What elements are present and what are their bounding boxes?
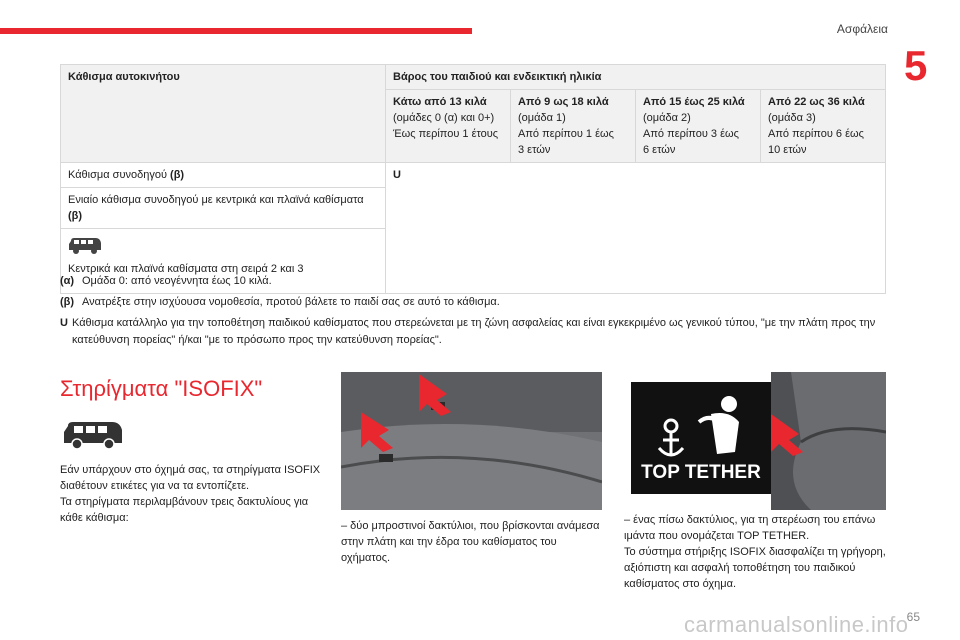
page-number: 65	[906, 610, 920, 624]
chapter-number: 5	[904, 42, 928, 89]
label-text: TOP TETHER	[641, 462, 761, 483]
van-icon-large	[62, 420, 124, 452]
note-a: (α) Ομάδα 0: από νεογέννητα έως 10 κιλά.	[60, 275, 272, 287]
header-red-bar	[0, 28, 472, 34]
seat-value: U	[386, 163, 886, 294]
isofix-seat-photo	[341, 372, 602, 510]
group-0: Κάτω από 13 κιλά (ομάδες 0 (α) και 0+) Έως περίπου 1 έτους	[386, 90, 511, 163]
table-header-seat: Κάθισμα αυτοκινήτου	[61, 65, 386, 163]
group-2: Από 15 έως 25 κιλά (ομάδα 2) Από περίπου 3 έως 6 ετών	[636, 90, 761, 163]
child-seat-table	[60, 64, 886, 294]
anchor-icon	[665, 420, 677, 432]
group-3: Από 22 ως 36 κιλά (ομάδα 3) Από περίπου 6 έως 10 ετών	[761, 90, 886, 163]
watermark: carmanualsonline.info	[684, 612, 909, 637]
caption-front-rings: – δύο μπροστινοί δακτύλιοι, που βρίσκονται ανάμεσα στην πλάτη και την έδρα του καθίσματος του οχήματος.	[341, 520, 600, 564]
note-u: U Κάθισμα κατάλληλο για την τοποθέτηση παιδικού καθίσματος που στερεώνεται με τη ζώνη ασφαλείας και είναι εγκεκριμένο ως γενικού τύπου, "με την πλάτη προς την κατεύθυνση πορείας" ή/και "με το πρόσωπο προς την κατεύθυνση πορείας".	[60, 317, 876, 346]
van-icon	[68, 237, 102, 255]
row-rear-seats: Κεντρικά και πλαϊνά καθίσματα στη σειρά 2 και 3	[61, 229, 385, 293]
row-bench-seat: Ενιαίο κάθισμα συνοδηγού με κεντρικά και πλαϊνά καθίσματα (β)	[61, 188, 385, 229]
table-header-weight: Βάρος του παιδιού και ενδεικτική ηλικία	[386, 65, 886, 90]
note-b: (β) Ανατρέξτε στην ισχύουσα νομοθεσία, προτού βάλετε το παιδί σας σε αυτό το κάθισμα.	[60, 296, 500, 308]
caption-rear-ring: – ένας πίσω δακτύλιος, για τη στερέωση του επάνω ιμάντα που ονομάζεται TOP TETHER. Το σύστημα στήριξης ISOFIX διασφαλίζει τη γρήγορη, αξιόπιστη και ασφαλή τοποθέτηση του παιδικού καθίσματος στο όχημα.	[624, 514, 886, 590]
top-tether-label	[631, 382, 771, 494]
table-notes	[60, 273, 890, 353]
section-title: Ασφάλεια	[836, 22, 888, 36]
row-passenger-seat: Κάθισμα συνοδηγού (β)	[61, 163, 385, 188]
group-1: Από 9 ως 18 κιλά (ομάδα 1) Από περίπου 1 έως 3 ετών	[511, 90, 636, 163]
isofix-description: Εάν υπάρχουν στο όχημά σας, τα στηρίγματα ISOFIX διαθέτουν ετικέτες για να τα εντοπίζετε. Τα στηρίγματα περιλαμβάνουν τρεις δακτυλίους για κάθε κάθισμα:	[60, 464, 321, 524]
isofix-heading: Στηρίγματα "ISOFIX"	[60, 376, 263, 401]
rear-ring-photo	[771, 372, 886, 510]
